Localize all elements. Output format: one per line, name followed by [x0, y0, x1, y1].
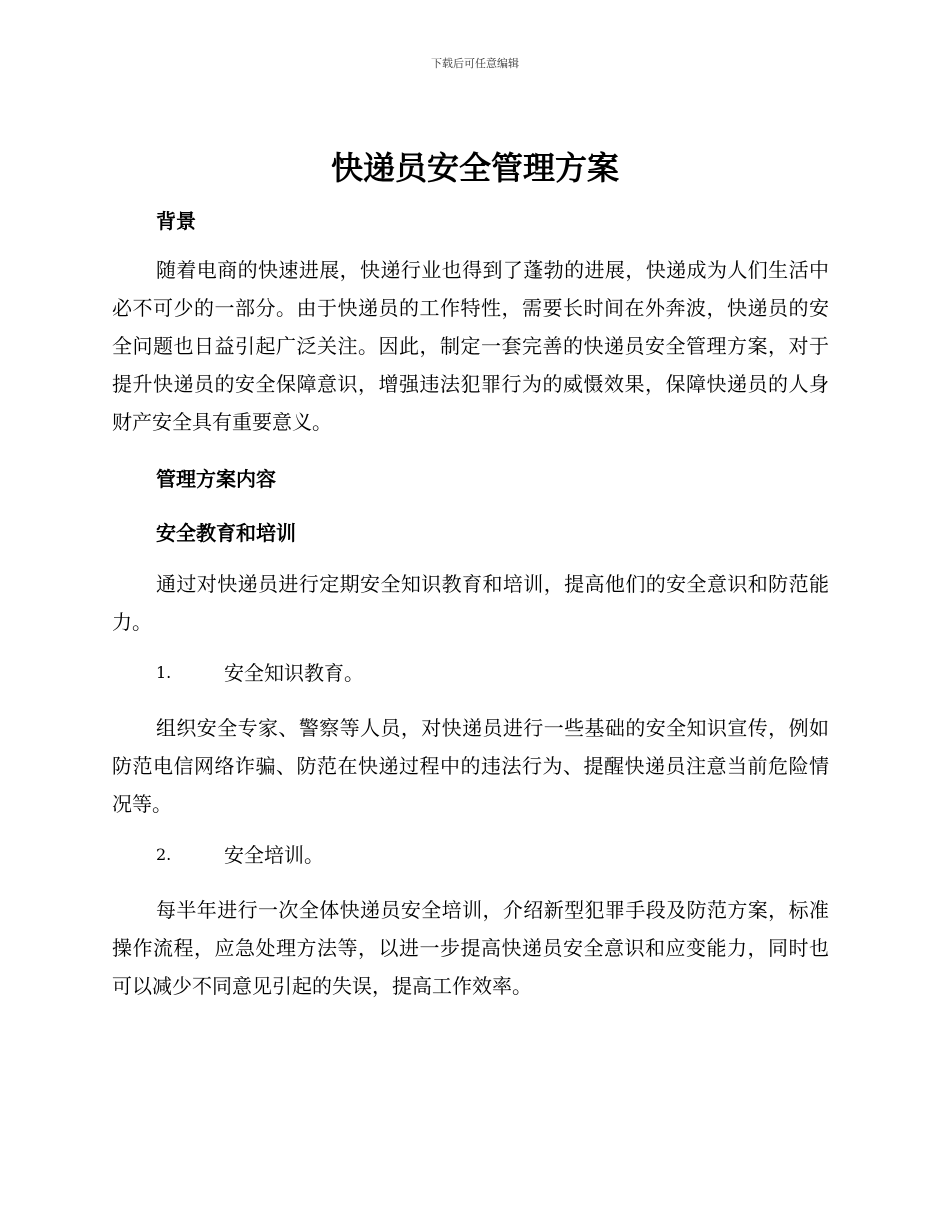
- background-paragraph: 随着电商的快速进展，快递行业也得到了蓬勃的进展，快递成为人们生活中必不可少的一部分。由于快递员的工作特性，需要长时间在外奔波，快递员的安全问题也日益引起广泛关注。因此，制定一套完善的快递员安全管理方案，对于提升快递员的安全保障意识，增强违法犯罪行为的威慑效果，保障快递员的人身财产安全具有重要意义。: [112, 258, 829, 434]
- safety-training-paragraph: 每半年进行一次全体快递员安全培训，介绍新型犯罪手段及防范方案，标准操作流程，应急处理方法等，以进一步提高快递员安全意识和应变能力，同时也可以减少不同意见引起的失误，提高工作效率。: [112, 898, 829, 998]
- list-item-1: [112, 657, 829, 689]
- header-note: 下载后可任意编辑: [431, 57, 519, 70]
- list-item-2: [112, 839, 829, 871]
- knowledge-education-paragraph: 组织安全专家、警察等人员，对快递员进行一些基础的安全知识宣传，例如防范电信网络诈骗、防范在快递过程中的违法行为、提醒快递员注意当前危险情况等。: [112, 716, 829, 816]
- plan-heading: 管理方案内容: [156, 467, 276, 491]
- document-body: [112, 205, 829, 1005]
- list-number-2: 2.: [156, 845, 172, 864]
- background-heading: 背景: [156, 209, 196, 233]
- document-title: 快递员安全管理方案: [330, 149, 619, 187]
- training-heading: 安全教育和培训: [156, 521, 296, 545]
- training-paragraph: 通过对快递员进行定期安全知识教育和培训，提高他们的安全意识和防范能力。: [112, 572, 829, 634]
- list-label-1: 安全知识教育。: [224, 661, 364, 685]
- list-number-1: 1.: [156, 663, 172, 682]
- list-label-2: 安全培训。: [224, 843, 324, 867]
